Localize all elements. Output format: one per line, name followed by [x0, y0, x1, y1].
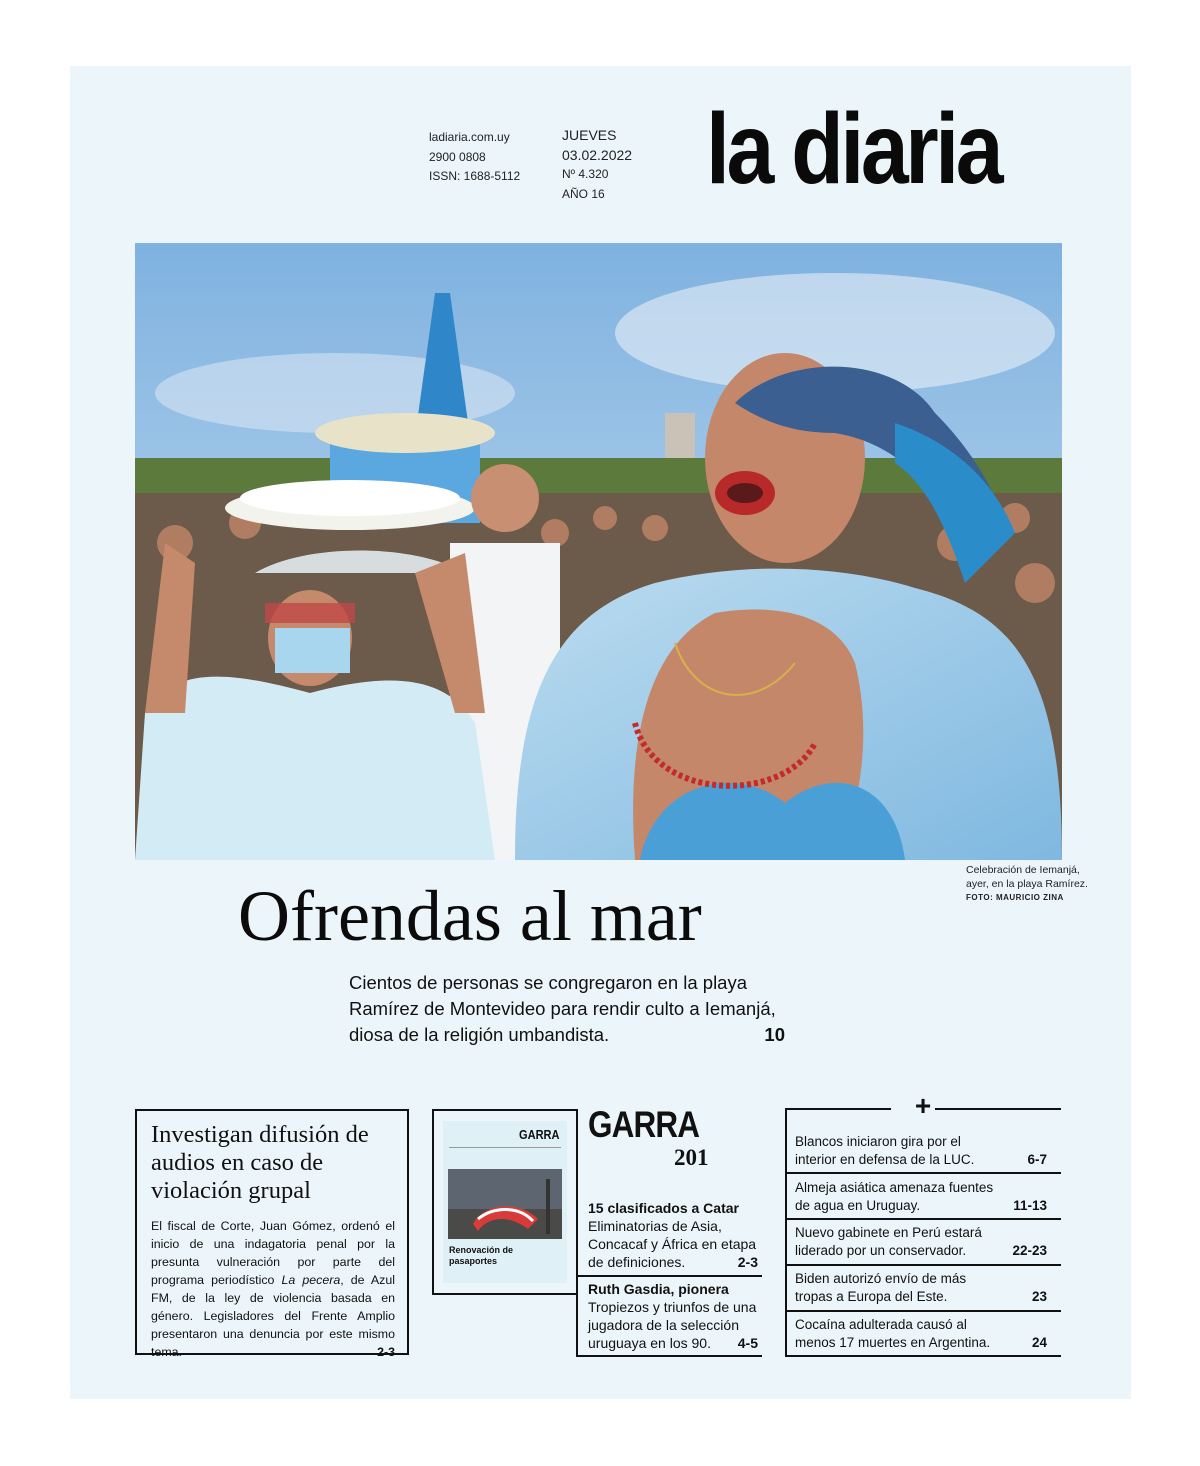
garra-logo[interactable]: GARRA [588, 1104, 700, 1145]
garra-story-1[interactable] [588, 1199, 758, 1271]
lead-page-ref: 10 [764, 1024, 785, 1045]
thumb-garra-logo: GARRA [519, 1127, 560, 1142]
brief-page: 11-13 [1013, 1198, 1047, 1213]
photo-caption [966, 864, 1096, 905]
brief-text: Nuevo gabinete en Perú estará liderado por un conservador. [795, 1225, 982, 1258]
plus-icon: + [914, 1090, 932, 1121]
issue-year: AÑO 16 [562, 186, 605, 201]
brief-divider [785, 1310, 1061, 1312]
front-page [70, 66, 1131, 1399]
briefs-bottom-rule [785, 1355, 1061, 1357]
brief-item[interactable] [795, 1270, 1059, 1306]
phone-number: 2900 0808 [429, 149, 486, 164]
lead-dek-text: Cientos de personas se congregaron en la playa Ramírez de Montevideo para rendir culto a Iemanjá, diosa de la religión umbandista. [349, 972, 776, 1045]
thumb-photo [448, 1169, 562, 1239]
brief-page: 24 [1031, 1335, 1047, 1350]
lead-dek [349, 970, 785, 1048]
brief-divider [785, 1218, 1061, 1220]
feature-headline[interactable]: Investigan difusión de audios en caso de violación grupal [151, 1121, 369, 1204]
garra-story-2-page: 4-5 [737, 1335, 758, 1351]
garra-cover-thumbnail[interactable] [432, 1109, 578, 1295]
feature-body-part2: , de Azul FM, de la ley de violencia basada en género. Legisladores del Frente Amplio presentaron una denuncia por este mismo tema. [151, 1273, 396, 1359]
brief-text: Biden autorizó envío de más tropas a Europa del Este. [795, 1271, 967, 1304]
weekday: JUEVES [562, 127, 617, 143]
masthead-logo: la diaria [706, 93, 1001, 205]
brief-divider [785, 1172, 1061, 1174]
brief-divider [785, 1264, 1061, 1266]
brief-text: Cocaína adulterada causó al menos 17 muertes en Argentina. [795, 1317, 991, 1350]
brief-item[interactable] [795, 1179, 1059, 1215]
garra-issue-number: 201 [674, 1145, 709, 1170]
issue-number: Nº 4.320 [562, 167, 609, 181]
feature-box[interactable] [135, 1109, 409, 1359]
garra-story-1-title: 15 clasificados a Catar [588, 1200, 739, 1216]
garra-story-1-text: Eliminatorias de Asia, Concacaf y África en etapa de definiciones. [588, 1218, 757, 1270]
photo-credit: FOTO: MAURICIO ZINA [966, 893, 1064, 902]
caption-text: Celebración de Iemanjá, ayer, en la playa Ramírez. [966, 864, 1088, 890]
garra-story-2[interactable] [588, 1280, 758, 1352]
brief-text: Blancos iniciaron gira por el interior en defensa de la LUC. [795, 1134, 975, 1167]
lead-photo [135, 243, 1062, 860]
brief-item[interactable] [795, 1224, 1059, 1260]
briefs-left-rule [785, 1108, 787, 1357]
garra-bottom-rule [576, 1355, 762, 1357]
contact-info [429, 128, 520, 187]
lead-headline[interactable]: Ofrendas al mar [238, 876, 702, 956]
feature-body-part1: El fiscal de Corte, Juan Gómez, ordenó el inicio de una indagatoria penal por la presunta vulneración por parte del programa periodístico [151, 1219, 395, 1287]
garra-story-2-text: Tropiezos y triunfos de una jugadora de la selección uruguaya en los 90. [588, 1299, 757, 1351]
garra-divider [578, 1275, 762, 1277]
briefs-top-rule-left [785, 1108, 891, 1110]
thumb-divider [449, 1147, 561, 1148]
brief-text: Almeja asiática amenaza fuentes de agua en Uruguay. [795, 1180, 994, 1213]
garra-story-2-title: Ruth Gasdia, pionera [588, 1281, 729, 1297]
garra-cover-image [443, 1121, 567, 1283]
brief-item[interactable] [795, 1316, 1059, 1352]
issn: ISSN: 1688-5112 [429, 169, 521, 183]
issue-date: 03.02.2022 [562, 146, 633, 163]
brief-page: 22-23 [1012, 1243, 1047, 1258]
site-url: ladiaria.com.uy [429, 130, 510, 144]
issue-info [562, 126, 632, 204]
briefs-top-rule-right [935, 1108, 1061, 1110]
brief-item[interactable] [795, 1133, 1059, 1169]
lead-photo-illustration [135, 243, 1062, 860]
brief-page: 6-7 [1027, 1152, 1047, 1167]
feature-body-program: La pecera [281, 1273, 341, 1287]
feature-body [151, 1217, 395, 1361]
brief-page: 23 [1031, 1289, 1047, 1304]
garra-story-1-page: 2-3 [737, 1254, 758, 1270]
feature-page-ref: 2-3 [377, 1345, 395, 1359]
garra-left-rule [576, 1275, 578, 1357]
thumb-caption: Renovación de pasaportes [449, 1245, 514, 1266]
